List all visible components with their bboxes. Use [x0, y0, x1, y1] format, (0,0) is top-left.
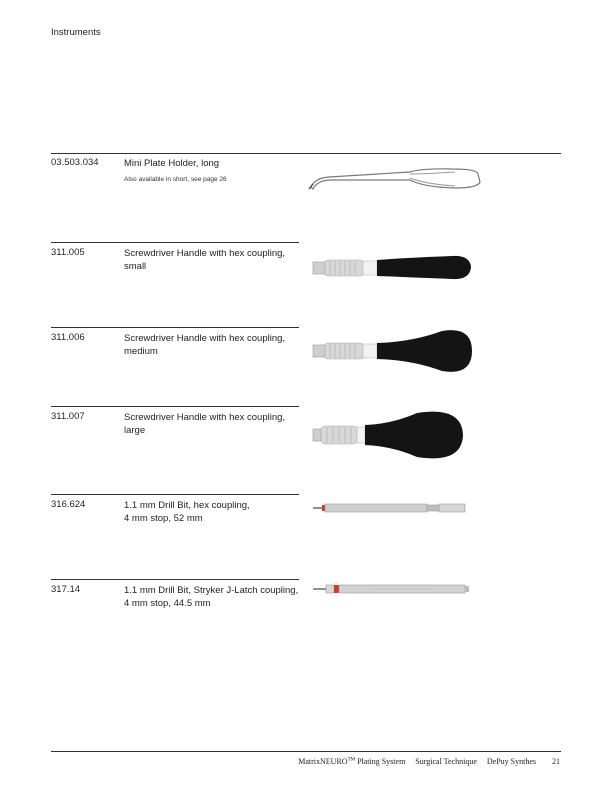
footer-product-suffix: Plating System: [355, 757, 406, 766]
item-name: Screwdriver Handle with hex coupling, large: [124, 412, 286, 436]
divider: [51, 579, 299, 580]
list-item: [51, 247, 298, 327]
item-code: 311.006: [51, 332, 85, 343]
footer: [298, 757, 560, 766]
item-code: 317.14: [51, 584, 81, 595]
screwdriver-handle-large-image: [312, 410, 467, 460]
item-name: Mini Plate Holder, long: [124, 158, 220, 169]
item-name-line1: 1.1 mm Drill Bit, hex coupling,: [124, 500, 250, 511]
item-note: Also available in short, see page 26: [124, 176, 227, 183]
item-code: 311.005: [51, 247, 85, 258]
divider: [51, 242, 299, 243]
list-item: [51, 332, 298, 412]
footer-divider: [51, 751, 561, 752]
footer-doc-type: Surgical Technique: [415, 757, 477, 766]
item-code: 311.007: [51, 411, 85, 422]
item-description: [124, 157, 299, 184]
item-description: [124, 584, 304, 610]
item-name-line2: 4 mm stop, 52 mm: [124, 513, 203, 524]
section-title: Instruments: [51, 27, 101, 38]
list-item: [51, 584, 298, 664]
divider: [51, 327, 299, 328]
trademark: TM: [347, 757, 356, 763]
item-code: 316.624: [51, 499, 86, 510]
list-item: [51, 499, 298, 579]
item-name-line2: 4 mm stop, 44.5 mm: [124, 598, 211, 609]
page-number: 21: [552, 757, 560, 766]
mini-plate-holder-image: [305, 160, 485, 196]
item-description: [124, 499, 299, 525]
footer-brand: DePuy Synthes: [486, 757, 536, 766]
footer-product-name: MatrixNEURO: [298, 757, 348, 766]
divider: [51, 153, 561, 154]
screwdriver-handle-medium-image: [312, 328, 477, 374]
item-name: Screwdriver Handle with hex coupling, small: [124, 248, 286, 272]
drill-bit-jlatch-image: [312, 582, 472, 596]
footer-product: [298, 757, 405, 766]
item-code: 03.503.034: [51, 157, 99, 168]
item-name: Screwdriver Handle with hex coupling, medium: [124, 333, 286, 357]
divider: [51, 494, 299, 495]
drill-bit-hex-image: [312, 500, 472, 516]
divider: [51, 406, 299, 407]
screwdriver-handle-small-image: [312, 253, 477, 283]
list-item: [51, 157, 298, 237]
list-item: [51, 411, 298, 491]
item-name-line1: 1.1 mm Drill Bit, Stryker J-Latch coupling,: [124, 585, 299, 596]
